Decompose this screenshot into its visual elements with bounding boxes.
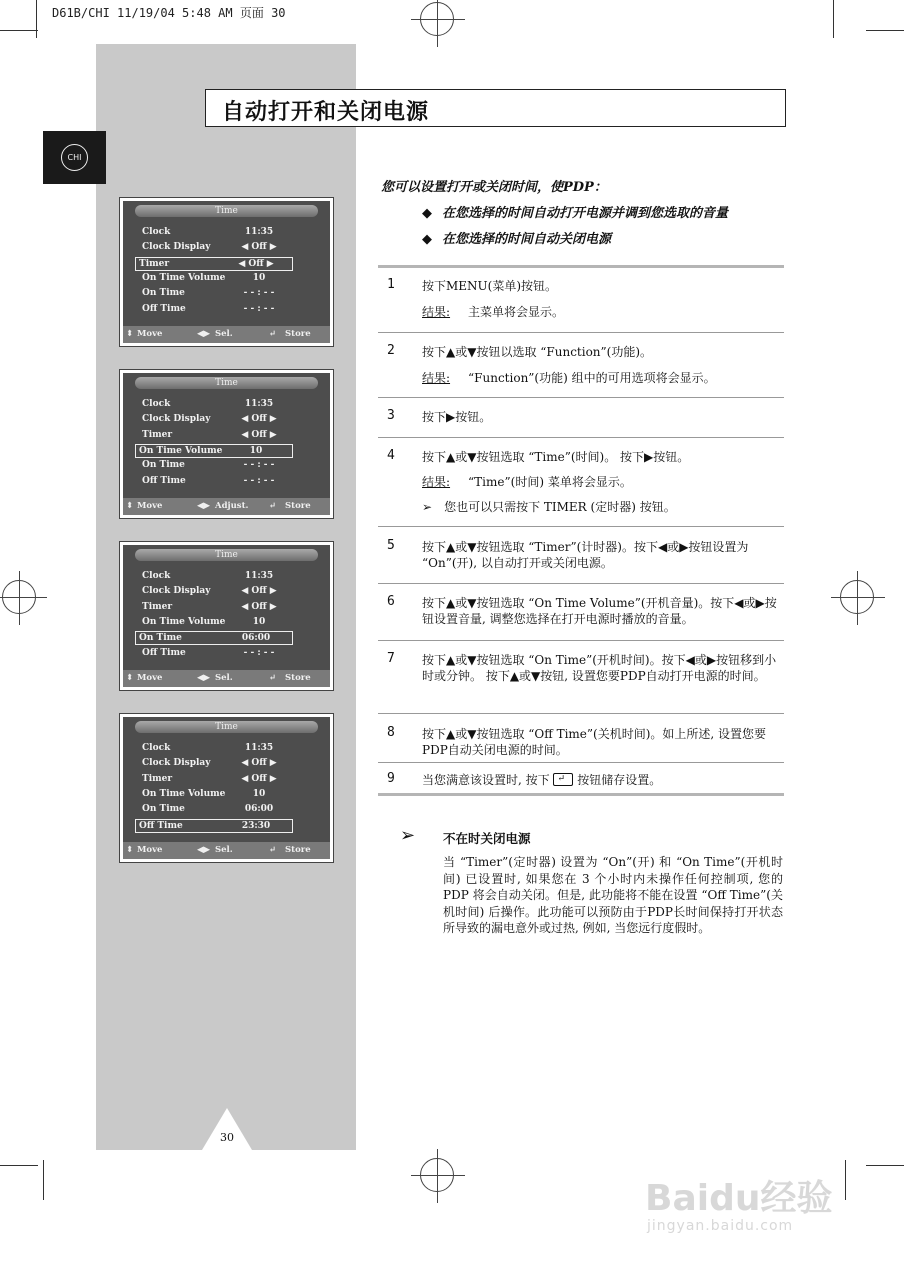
osd-menu-row xyxy=(139,241,295,255)
osd-menu-title: Time xyxy=(135,377,318,389)
bullet-item: ◆ 在您选择的时间自动打开电源并调到您选取的音量 xyxy=(422,206,729,221)
osd-row-value: ◀ Off ▶ xyxy=(241,601,277,612)
language-tab xyxy=(43,131,106,184)
step-number: 8 xyxy=(387,725,395,740)
step-text: 按下▲或▼按钮以选取 “Function”(功能)。 xyxy=(422,345,653,359)
bullet-item: ◆ 在您选择的时间自动关闭电源 xyxy=(422,232,612,247)
osd-row-label: Off Time xyxy=(142,303,186,314)
step-number: 1 xyxy=(387,277,395,292)
left-right-icon: ◀▶ xyxy=(197,845,211,855)
language-badge: CHI xyxy=(61,144,88,171)
osd-row-label: Off Time xyxy=(139,820,183,831)
osd-row-value: ◀ Off ▶ xyxy=(241,586,277,597)
osd-menu-panel xyxy=(123,373,330,515)
osd-menu-screenshot xyxy=(119,197,334,347)
up-down-icon: ⬍ xyxy=(126,845,134,855)
osd-menu-row xyxy=(139,429,295,443)
osd-row-label: Clock xyxy=(142,227,171,237)
tip-note: ➢ 您也可以只需按下 TIMER (定时器) 按钮。 xyxy=(422,500,676,514)
osd-row-label: Off Time xyxy=(142,647,186,658)
osd-menu-row xyxy=(139,616,295,630)
osd-row-value: 10 xyxy=(252,616,266,627)
print-header: D61B/CHI 11/19/04 5:48 AM 页面 30 xyxy=(52,6,286,20)
divider xyxy=(378,437,784,438)
step-result: 结果: 主菜单将会显示。 xyxy=(422,305,565,319)
divider xyxy=(378,332,784,333)
osd-row-value: 11:35 xyxy=(244,571,274,581)
osd-row-label: On Time Volume xyxy=(139,445,223,456)
divider xyxy=(378,583,784,584)
osd-menu-screenshot xyxy=(119,369,334,519)
step-number: 6 xyxy=(387,594,395,609)
step-text: 按下MENU(菜单)按钮。 xyxy=(422,279,558,293)
footer-store-label: Store xyxy=(285,501,311,511)
osd-menu-row xyxy=(135,257,293,271)
step-text: 当您满意该设置时, 按下 ↵ 按钮储存设置。 xyxy=(422,773,662,787)
osd-menu-row xyxy=(135,819,293,833)
osd-row-label: On Time Volume xyxy=(142,272,226,283)
crop-mark xyxy=(866,30,904,31)
step-text: 按下▲或▼按钮选取 “Timer”(计时器)。按下◀或▶按钮设置为 “On”(开), 以自动打开或关闭电源。 xyxy=(422,540,749,570)
footer-store-label: Store xyxy=(285,845,311,855)
step-text: 按下▲或▼按钮选取 “On Time Volume”(开机音量)。按下◀或▶按钮设置音量, 调整您选择在打开电源时播放的音量。 xyxy=(422,596,777,626)
crop-mark xyxy=(866,1165,904,1166)
page-title: 自动打开和关闭电源 xyxy=(222,99,430,125)
osd-row-value: - - : - - xyxy=(243,460,275,471)
osd-row-value: - - : - - xyxy=(243,647,275,658)
step-number: 9 xyxy=(387,771,395,786)
crop-mark xyxy=(845,1160,846,1200)
crop-mark xyxy=(833,0,834,38)
registration-mark-icon xyxy=(420,2,454,36)
step-text: 按下▲或▼按钮选取 “Time”(时间)。 按下▶按钮。 xyxy=(422,450,690,464)
osd-row-value: ◀ Off ▶ xyxy=(238,258,274,269)
osd-row-label: On Time xyxy=(142,288,185,299)
registration-mark-icon xyxy=(420,1158,454,1192)
osd-menu-footer xyxy=(123,498,330,515)
up-down-icon: ⬍ xyxy=(126,673,134,683)
divider xyxy=(378,793,784,796)
osd-menu-footer xyxy=(123,670,330,687)
step-number: 3 xyxy=(387,408,395,423)
osd-menu-row xyxy=(139,788,295,802)
osd-row-label: Clock xyxy=(142,743,171,753)
osd-menu-row xyxy=(139,742,295,756)
osd-row-value: - - : - - xyxy=(243,475,275,486)
enter-icon: ↵ xyxy=(269,845,277,855)
osd-row-value: 10 xyxy=(252,788,266,799)
osd-row-label: Clock Display xyxy=(142,586,211,597)
step-number: 2 xyxy=(387,343,395,358)
osd-row-value: ◀ Off ▶ xyxy=(241,414,277,425)
diamond-bullet-icon: ◆ xyxy=(422,232,432,247)
osd-menu-row xyxy=(139,272,295,286)
osd-menu-row xyxy=(135,631,293,645)
diamond-bullet-icon: ◆ xyxy=(422,206,432,221)
crop-mark xyxy=(43,1160,44,1200)
osd-menu-panel xyxy=(123,717,330,859)
osd-menu-title: Time xyxy=(135,549,318,561)
osd-menu-row xyxy=(139,303,295,317)
osd-menu-row xyxy=(139,287,295,301)
crop-mark xyxy=(0,1165,38,1166)
divider xyxy=(378,762,784,763)
osd-menu-row xyxy=(139,398,295,412)
osd-row-value: ◀ Off ▶ xyxy=(241,758,277,769)
enter-icon: ↵ xyxy=(269,501,277,511)
osd-row-value: ◀ Off ▶ xyxy=(241,429,277,440)
osd-menu-row xyxy=(139,475,295,489)
osd-menu-footer xyxy=(123,326,330,343)
osd-row-value: 06:00 xyxy=(244,804,274,815)
left-right-icon: ◀▶ xyxy=(197,329,211,339)
enter-icon: ↵ xyxy=(269,673,277,683)
osd-row-value: - - : - - xyxy=(243,288,275,299)
osd-row-label: Off Time xyxy=(142,475,186,486)
osd-row-label: Timer xyxy=(142,601,173,612)
note-heading: 不在时关闭电源 xyxy=(443,831,531,846)
watermark-logo: Baidu经验 xyxy=(645,1178,833,1219)
divider xyxy=(378,526,784,527)
footer-move-label: Move xyxy=(137,329,163,339)
left-right-icon: ◀▶ xyxy=(197,501,211,511)
osd-menu-title: Time xyxy=(135,721,318,733)
osd-row-value: 11:35 xyxy=(244,743,274,753)
footer-move-label: Move xyxy=(137,673,163,683)
osd-row-value: 06:00 xyxy=(241,633,271,644)
osd-menu-row xyxy=(139,773,295,787)
osd-row-label: On Time xyxy=(142,804,185,815)
step-result: 结果: “Function”(功能) 组中的可用选项将会显示。 xyxy=(422,371,716,385)
osd-menu-screenshot xyxy=(119,541,334,691)
osd-row-value: 11:35 xyxy=(244,227,274,237)
step-text: 按下▲或▼按钮选取 “On Time”(开机时间)。按下◀或▶按钮移到小时或分钟。 按下▲或▼按钮, 设置您要PDP自动打开电源的时间。 xyxy=(422,653,777,683)
osd-row-label: On Time xyxy=(139,633,182,644)
registration-mark-icon xyxy=(840,580,874,614)
step-number: 4 xyxy=(387,448,395,463)
osd-row-value: 23:30 xyxy=(241,820,271,831)
osd-menu-screenshot xyxy=(119,713,334,863)
intro-text: 您可以设置打开或关闭时间，使PDP： xyxy=(381,180,607,195)
page-number: 30 xyxy=(220,1131,234,1144)
footer-mid-label: Sel. xyxy=(215,329,233,339)
osd-row-value: 10 xyxy=(252,272,266,283)
up-down-icon: ⬍ xyxy=(126,501,134,511)
step-text: 按下▶按钮。 xyxy=(422,410,492,424)
divider xyxy=(378,265,784,268)
osd-menu-panel xyxy=(123,201,330,343)
osd-menu-row xyxy=(139,757,295,771)
divider xyxy=(378,713,784,714)
osd-row-label: Timer xyxy=(142,773,173,784)
osd-row-label: Clock Display xyxy=(142,242,211,253)
enter-key-icon: ↵ xyxy=(553,773,573,786)
osd-menu-row xyxy=(139,585,295,599)
step-number: 7 xyxy=(387,651,395,666)
page-title-box xyxy=(205,89,786,127)
watermark-url: jingyan.baidu.com xyxy=(647,1218,794,1234)
enter-icon: ↵ xyxy=(269,329,277,339)
osd-row-label: Clock xyxy=(142,399,171,409)
osd-menu-row xyxy=(135,444,293,458)
osd-menu-title: Time xyxy=(135,205,318,217)
footer-mid-label: Sel. xyxy=(215,673,233,683)
registration-mark-icon xyxy=(2,580,36,614)
step-result: 结果: “Time”(时间) 菜单将会显示。 xyxy=(422,475,632,489)
footer-move-label: Move xyxy=(137,845,163,855)
osd-menu-row xyxy=(139,459,295,473)
osd-row-label: On Time Volume xyxy=(142,616,226,627)
footer-mid-label: Adjust. xyxy=(215,501,249,511)
arrow-icon: ➢ xyxy=(422,500,433,514)
osd-row-value: ◀ Off ▶ xyxy=(241,773,277,784)
osd-row-label: Timer xyxy=(139,258,170,269)
footer-store-label: Store xyxy=(285,329,311,339)
osd-menu-row xyxy=(139,601,295,615)
osd-menu-row xyxy=(139,647,295,661)
step-number: 5 xyxy=(387,538,395,553)
osd-menu-row xyxy=(139,226,295,240)
osd-row-value: 10 xyxy=(249,445,263,456)
osd-menu-panel xyxy=(123,545,330,687)
osd-menu-row xyxy=(139,413,295,427)
osd-row-label: On Time Volume xyxy=(142,788,226,799)
up-down-icon: ⬍ xyxy=(126,329,134,339)
osd-row-label: Timer xyxy=(142,429,173,440)
osd-row-value: - - : - - xyxy=(243,303,275,314)
osd-menu-row xyxy=(139,570,295,584)
osd-row-label: On Time xyxy=(142,460,185,471)
footer-move-label: Move xyxy=(137,501,163,511)
step-text: 按下▲或▼按钮选取 “Off Time”(关机时间)。如上所述, 设置您要PDP自动关闭电源的时间。 xyxy=(422,727,767,757)
arrow-icon: ➢ xyxy=(400,825,416,846)
footer-store-label: Store xyxy=(285,673,311,683)
osd-row-label: Clock Display xyxy=(142,414,211,425)
left-right-icon: ◀▶ xyxy=(197,673,211,683)
osd-row-value: 11:35 xyxy=(244,399,274,409)
footer-mid-label: Sel. xyxy=(215,845,233,855)
osd-row-value: ◀ Off ▶ xyxy=(241,242,277,253)
osd-row-label: Clock xyxy=(142,571,171,581)
divider xyxy=(378,640,784,641)
osd-menu-footer xyxy=(123,842,330,859)
divider xyxy=(378,397,784,398)
crop-mark xyxy=(0,30,38,31)
note-body: 当 “Timer”(定时器) 设置为 “On”(开) 和 “On Time”(开机时间) 已设置时, 如果您在 3 个小时内未操作任何控制项, 您的 PDP 将会自动关闭。但是, 此功能将不能在设置 “Off Time”(关机时间) 后操作。此功能可以预防由于PDP长时间保持打开状态所导致的漏电意外或过热, 例如, 当您远行度假时。 xyxy=(443,855,783,935)
osd-row-label: Clock Display xyxy=(142,758,211,769)
crop-mark xyxy=(36,0,37,38)
osd-menu-row xyxy=(139,803,295,817)
